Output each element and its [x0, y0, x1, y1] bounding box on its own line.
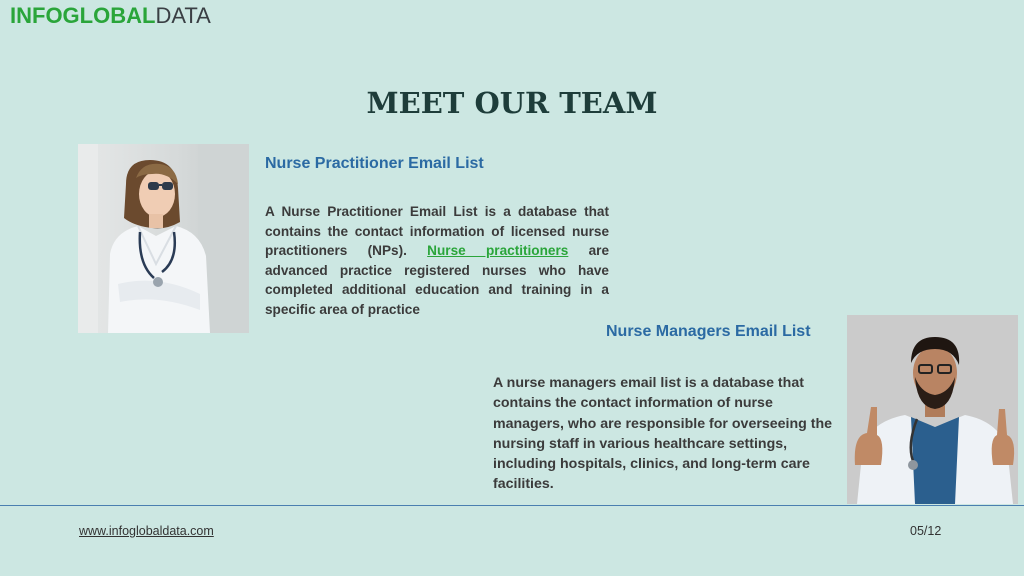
nurse-manager-photo: [847, 315, 1018, 504]
page-number: 05/12: [910, 524, 942, 538]
nurse-practitioner-photo: [78, 144, 249, 333]
nurse-practitioners-link[interactable]: Nurse practitioners: [427, 243, 569, 259]
description-text-part2: are advanced practice registered nurses who have completed additional education and training in a specific area of practice: [265, 243, 610, 317]
male-doctor-illustration: [847, 315, 1018, 504]
nurse-practitioner-heading: Nurse Practitioner Email List: [265, 155, 484, 172]
footer-divider: [0, 505, 1024, 506]
logo-text-infoglobal: INFOGLOBAL: [10, 3, 156, 28]
nurse-managers-heading: Nurse Managers Email List: [606, 323, 811, 340]
brand-logo[interactable]: [10, 3, 211, 29]
nurse-managers-description: A nurse managers email list is a database that contains the contact information of nurse managers, who are responsible for overseeing the nursing staff in various healthcare settings, including hospitals, clinics, and long-term care facilities.: [493, 375, 833, 493]
female-nurse-illustration: [78, 144, 249, 333]
nurse-practitioner-description: [265, 202, 609, 320]
page-title: MEET OUR TEAM: [366, 86, 658, 120]
description-text-part1: A Nurse Practitioner Email List is a database that contains the contact information of licensed nurse practitioners (NPs).: [265, 204, 609, 259]
logo-text-data: DATA: [155, 3, 211, 28]
website-link[interactable]: www.infoglobaldata.com: [79, 524, 214, 538]
